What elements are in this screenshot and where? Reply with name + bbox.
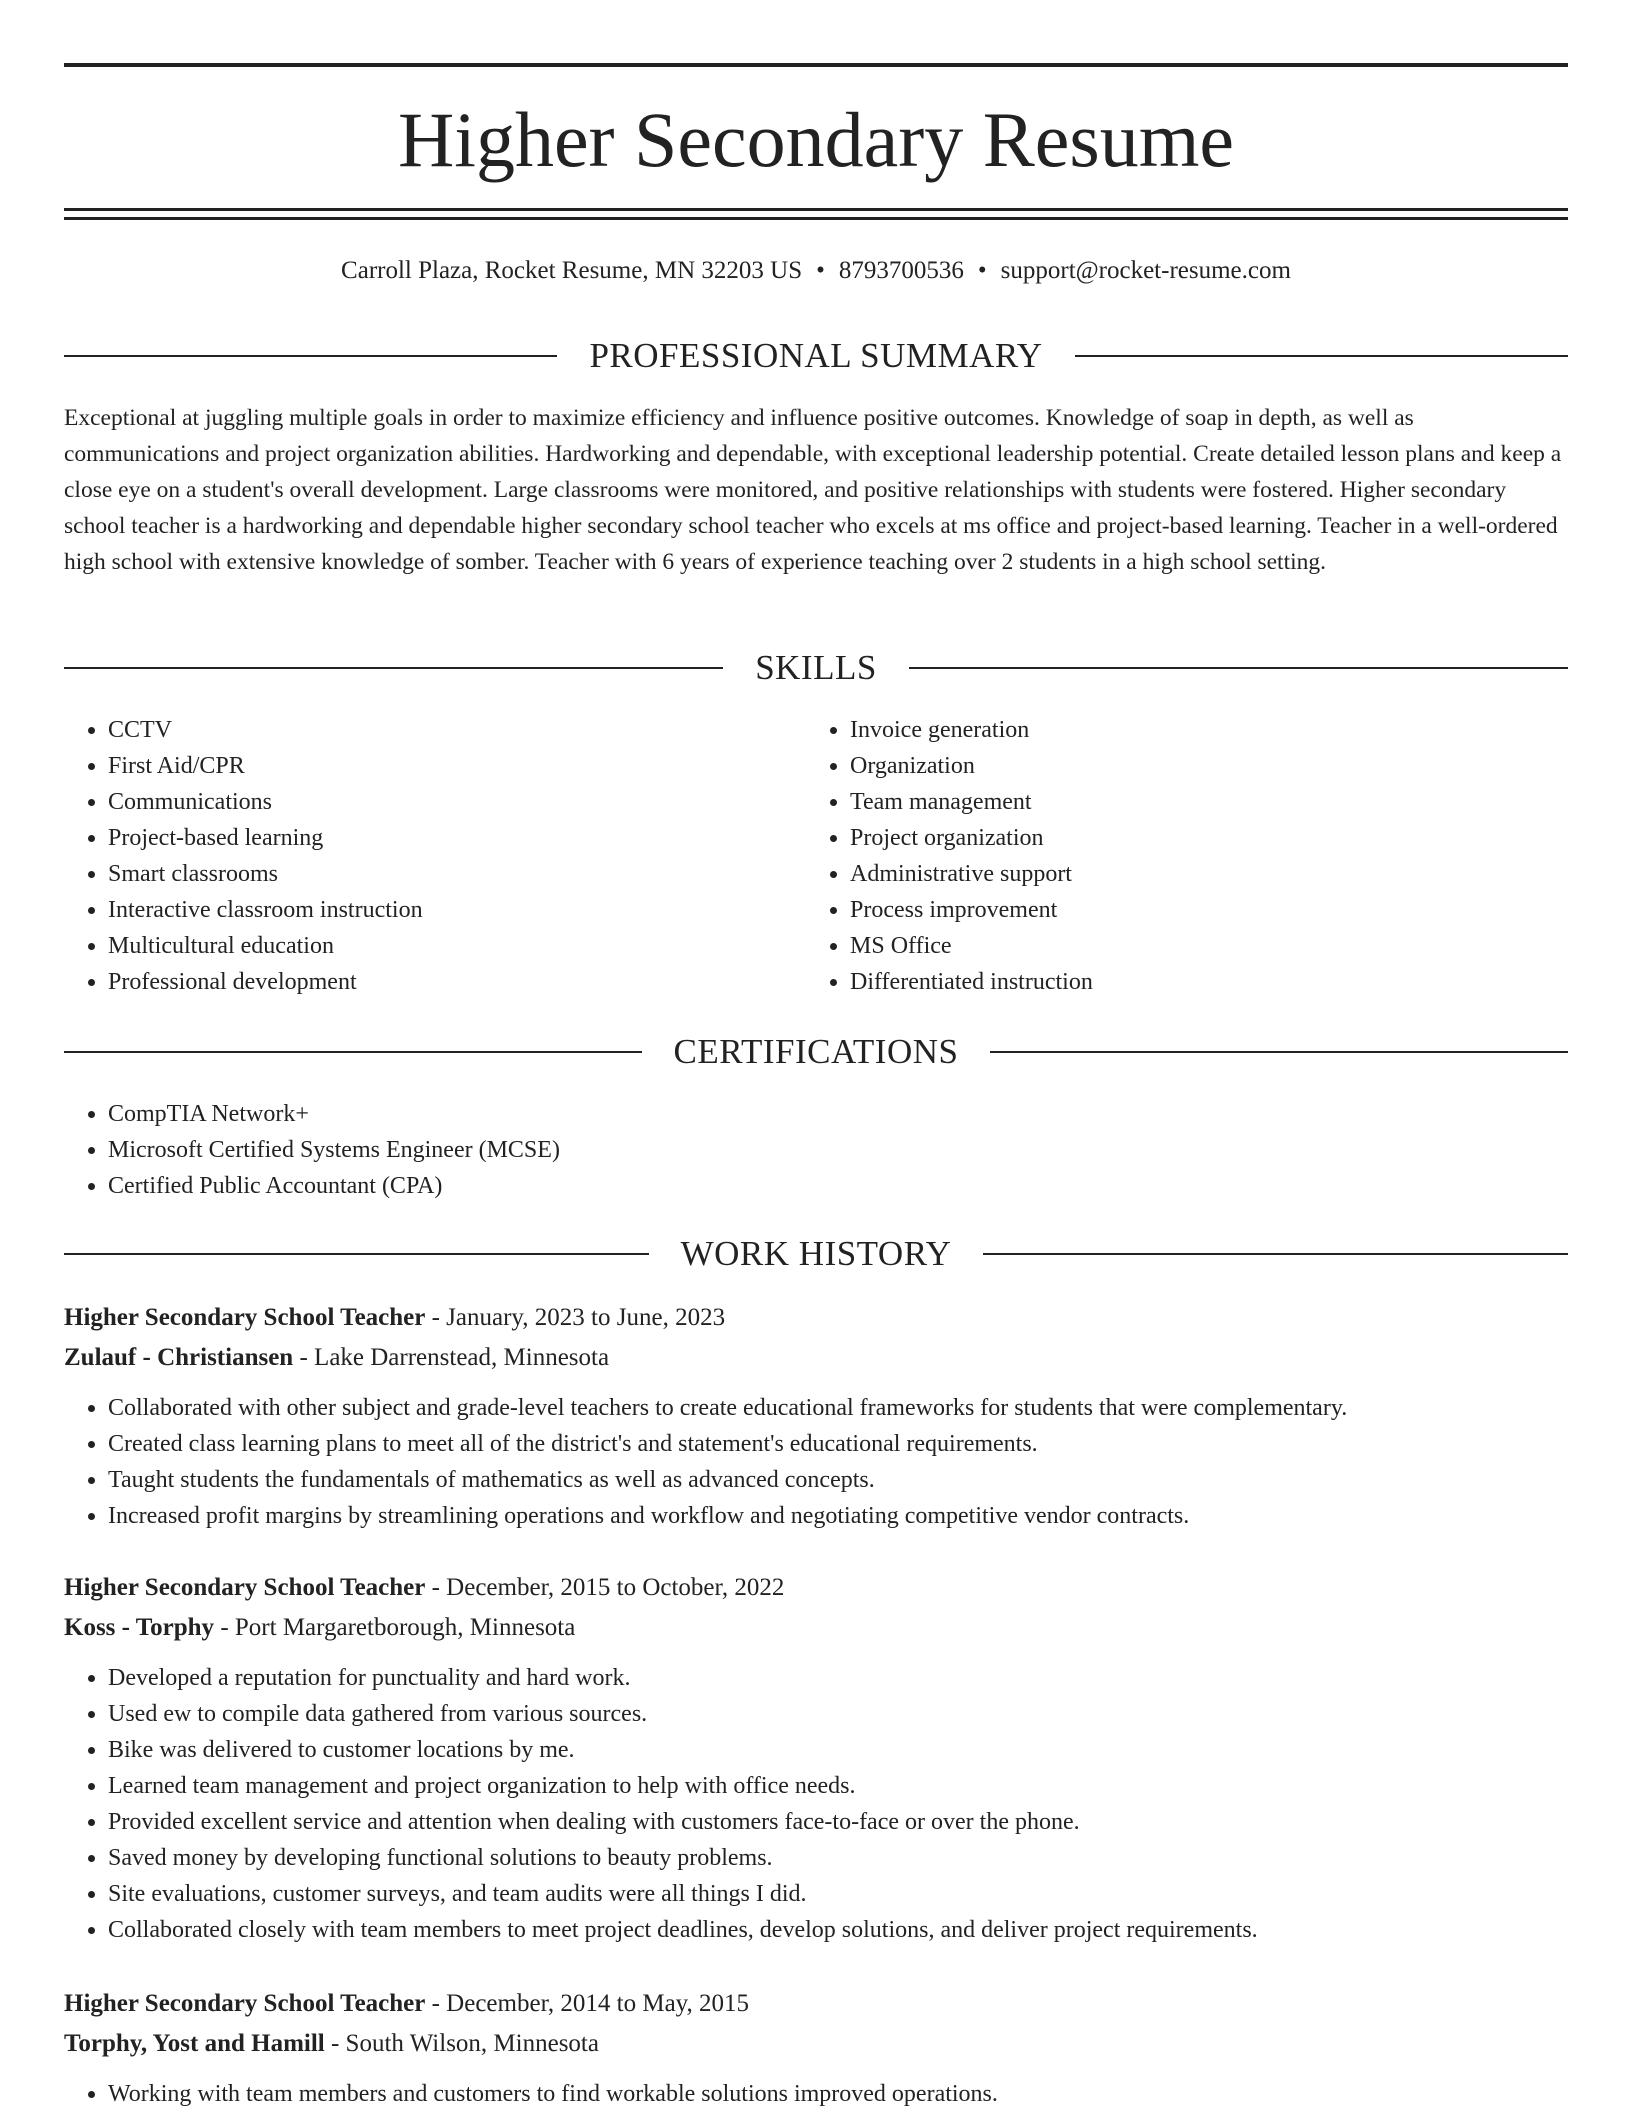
skill-item: • Process improvement: [850, 892, 1548, 928]
job-company: Torphy, Yost and Hamill: [64, 2030, 325, 2057]
resume-title: Higher Secondary Resume: [397, 96, 1235, 183]
job-title-line: [64, 1568, 1568, 1608]
contact-separator: •: [816, 257, 825, 284]
top-rule: [64, 63, 1568, 67]
title-double-rule: [64, 208, 1568, 220]
job-dates: - December, 2014 to May, 2015: [425, 1990, 750, 2017]
heading-rule-left: [64, 667, 723, 669]
skill-item: • Organization: [850, 748, 1548, 784]
contact-address: Carroll Plaza, Rocket Resume, MN 32203 US: [341, 257, 803, 284]
contact-line: [64, 254, 1568, 288]
job-location: - Port Margaretborough, Minnesota: [214, 1614, 576, 1641]
contact-phone: 8793700536: [838, 257, 964, 284]
heading-rule-right: [983, 1253, 1568, 1255]
job-bullet: • Site evaluations, customer surveys, and team audits were all things I did.: [108, 1876, 1568, 1912]
heading-rule-left: [64, 1253, 649, 1255]
summary-paragraph: Exceptional at juggling multiple goals in order to maximize efficiency and influence positive outcomes. Knowledge of soap in depth, as well as communications and project organization abilities. Hardworking and dependable, with exceptional leadership potential. Create detailed lesson plans and keep a close eye on a student's overall development. Large classrooms were monitored, and positive relationships with students were fostered. Higher secondary school teacher is a hardworking and dependable higher secondary school teacher who excels at ms office and project-based learning. Teacher in a well-ordered high school with extensive knowledge of somber. Teacher with 6 years of experience teaching over 2 students in a high school setting.: [64, 405, 1562, 575]
certifications-heading-text: CERTIFICATIONS: [673, 1032, 959, 1071]
skill-item: • Project-based learning: [108, 820, 806, 856]
heading-rule-left: [64, 355, 557, 357]
skill-item: • CCTV: [108, 712, 806, 748]
work-history-heading-text: WORK HISTORY: [680, 1234, 952, 1273]
job-company: Koss - Torphy: [64, 1614, 215, 1641]
heading-rule-right: [1075, 355, 1568, 357]
skills-column-left: [64, 712, 806, 1000]
job-company-line: [64, 1608, 1568, 1648]
skill-item: • Communications: [108, 784, 806, 820]
job-dates: - December, 2015 to October, 2022: [425, 1574, 785, 1601]
job-location: - South Wilson, Minnesota: [324, 2030, 599, 2057]
summary-heading: [64, 334, 1568, 378]
job-location: - Lake Darrenstead, Minnesota: [293, 1344, 610, 1371]
job-bullet: • Working with team members and customers to find workable solutions improved operations.: [108, 2076, 1568, 2112]
heading-rule-left: [64, 1051, 642, 1053]
job-company-line: [64, 2024, 1568, 2064]
skill-item: • Differentiated instruction: [850, 964, 1548, 1000]
skill-item: • First Aid/CPR: [108, 748, 806, 784]
skill-item: • Smart classrooms: [108, 856, 806, 892]
job-bullet: • Increased profit margins by streamlining operations and workflow and negotiating competitive vendor contracts.: [108, 1498, 1568, 1534]
job-bullets: [64, 1660, 1568, 1948]
job-company-line: [64, 1338, 1568, 1378]
contact-separator: •: [977, 257, 987, 284]
summary-heading-text: PROFESSIONAL SUMMARY: [589, 336, 1043, 375]
certifications-list: [64, 1096, 1568, 1204]
job-bullet: • Created class learning plans to meet all of the district's and statement's educational requirements.: [108, 1426, 1568, 1462]
skill-item: • Administrative support: [850, 856, 1548, 892]
skills-list: [64, 712, 1568, 1000]
contact-email: support@rocket-resume.com: [1000, 257, 1291, 284]
job-bullet: • Collaborated with other subject and grade-level teachers to create educational frameworks for students that were complementary.: [108, 1390, 1568, 1426]
work-history-heading: [64, 1232, 1568, 1276]
skill-item: • Project organization: [850, 820, 1548, 856]
job-title-line: [64, 1984, 1568, 2024]
heading-rule-right: [909, 667, 1568, 669]
skill-item: • Professional development: [108, 964, 806, 1000]
job-bullet: • Saved money by developing functional solutions to beauty problems.: [108, 1840, 1568, 1876]
job-title: Higher Secondary School Teacher: [64, 1304, 426, 1331]
skills-heading-text: SKILLS: [755, 648, 877, 687]
certification-item: • CompTIA Network+: [108, 1096, 1568, 1132]
job-title: Higher Secondary School Teacher: [64, 1990, 426, 2017]
certification-item: • Microsoft Certified Systems Engineer (MCSE): [108, 1132, 1568, 1168]
job-bullet: • Collaborated closely with team members to meet project deadlines, develop solutions, and deliver project requirements.: [108, 1912, 1568, 1948]
certifications-heading: [64, 1030, 1568, 1074]
job-entry: [64, 1568, 1568, 1948]
skills-column-right: [806, 712, 1548, 1000]
skill-item: • Invoice generation: [850, 712, 1548, 748]
job-bullets: [64, 2076, 1568, 2112]
job-entry: [64, 1984, 1568, 2112]
job-bullet: • Taught students the fundamentals of mathematics as well as advanced concepts.: [108, 1462, 1568, 1498]
job-bullet: • Used ew to compile data gathered from various sources.: [108, 1696, 1568, 1732]
job-title-line: [64, 1298, 1568, 1338]
job-bullets: [64, 1390, 1568, 1534]
skill-item: • Multicultural education: [108, 928, 806, 964]
job-bullet: • Provided excellent service and attention when dealing with customers face-to-face or over the phone.: [108, 1804, 1568, 1840]
job-bullet: • Learned team management and project organization to help with office needs.: [108, 1768, 1568, 1804]
skill-item: • MS Office: [850, 928, 1548, 964]
job-company: Zulauf - Christiansen: [64, 1344, 294, 1371]
job-entry: [64, 1298, 1568, 1534]
skill-item: • Interactive classroom instruction: [108, 892, 806, 928]
heading-rule-right: [990, 1051, 1568, 1053]
job-bullet: • Developed a reputation for punctuality and hard work.: [108, 1660, 1568, 1696]
job-dates: - January, 2023 to June, 2023: [425, 1304, 726, 1331]
skills-heading: [64, 646, 1568, 690]
certification-item: • Certified Public Accountant (CPA): [108, 1168, 1568, 1204]
job-title: Higher Secondary School Teacher: [64, 1574, 426, 1601]
job-bullet: • Bike was delivered to customer locations by me.: [108, 1732, 1568, 1768]
skill-item: • Team management: [850, 784, 1548, 820]
